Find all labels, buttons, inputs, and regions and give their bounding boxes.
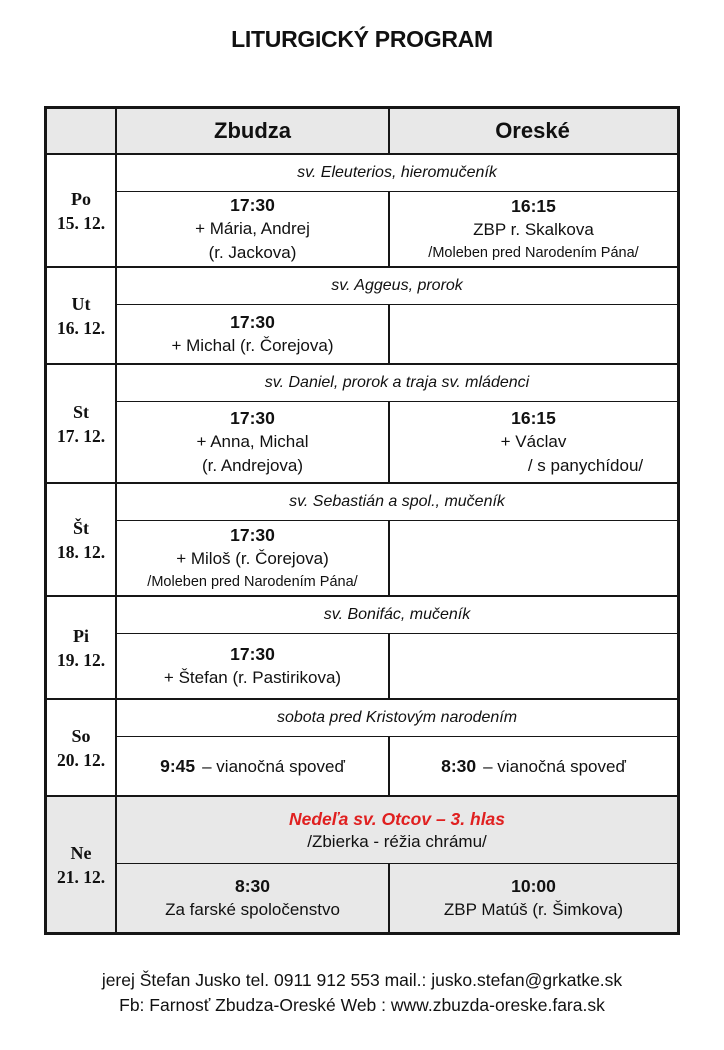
mass-intention: + Miloš (r. Čorejova) — [176, 549, 329, 568]
table-row-sunday — [47, 797, 677, 932]
mass-cell-zbudza — [117, 737, 390, 795]
mass-intention: + Mária, Andrej — [195, 219, 310, 238]
feast-text: sv. Aggeus, prorok — [331, 277, 463, 294]
column-header-oreske: Oreské — [495, 118, 570, 143]
mass-note: /Moleben pred Narodením Pána/ — [428, 245, 639, 261]
mass-time: 10:00 — [511, 876, 556, 896]
mass-intention: (r. Andrejova) — [201, 456, 304, 475]
table-row-friday — [47, 597, 677, 700]
header-day-spacer — [47, 109, 117, 153]
day-cell — [47, 155, 117, 266]
mass-cell-zbudza — [117, 305, 390, 363]
feast-text: sv. Sebastián a spol., mučeník — [289, 493, 505, 510]
mass-cell-zbudza — [117, 634, 390, 698]
day-date: 18. 12. — [56, 541, 106, 562]
day-date: 15. 12. — [56, 212, 106, 233]
feast-label — [117, 700, 677, 737]
mass-note: /Moleben pred Narodením Pána/ — [147, 574, 358, 590]
feast-label — [117, 597, 677, 634]
mass-intention: + Anna, Michal — [196, 432, 309, 451]
day-abbr: Ut — [71, 293, 91, 314]
mass-cell-oreske-empty — [390, 634, 677, 698]
mass-note: / s panychídou/ — [527, 456, 644, 475]
column-header-zbudza: Zbudza — [117, 109, 390, 153]
day-abbr: St — [72, 401, 89, 422]
mass-intention: (r. Jackova) — [208, 243, 297, 262]
day-cell — [47, 597, 117, 698]
page-title: LITURGICKÝ PROGRAM — [231, 26, 493, 52]
mass-cell-oreske — [390, 737, 677, 795]
mass-time: 17:30 — [230, 644, 275, 664]
feast-subtext: /Zbierka - réžia chrámu/ — [307, 832, 487, 851]
table-header-row — [47, 109, 677, 155]
day-cell — [47, 797, 117, 932]
feast-text: sv. Eleuterios, hieromučeník — [297, 164, 497, 181]
mass-intention: ZBP Matúš (r. Šimkova) — [443, 900, 624, 919]
feast-label — [117, 797, 677, 864]
mass-intention: – vianočná spoveď — [202, 757, 345, 776]
day-cell — [47, 268, 117, 363]
day-date: 19. 12. — [56, 649, 106, 670]
mass-intention: + Michal (r. Čorejova) — [171, 336, 334, 355]
day-date: 20. 12. — [56, 749, 106, 770]
feast-text: sv. Bonifác, mučeník — [323, 606, 471, 623]
feast-label — [117, 268, 677, 305]
feast-label — [117, 365, 677, 402]
mass-intention: + Václav — [500, 432, 567, 451]
feast-label — [117, 155, 677, 192]
mass-cell-zbudza — [117, 402, 390, 482]
mass-time: 17:30 — [230, 195, 275, 215]
feast-text: sv. Daniel, prorok a traja sv. mládenci — [264, 374, 530, 391]
table-row-wednesday — [47, 365, 677, 484]
mass-cell-oreske — [390, 192, 677, 266]
table-row-saturday — [47, 700, 677, 797]
mass-cell-oreske — [390, 402, 677, 482]
day-date: 16. 12. — [56, 317, 106, 338]
day-abbr: Št — [72, 517, 89, 538]
footer-contact — [0, 968, 724, 1018]
day-date: 21. 12. — [56, 866, 106, 887]
liturgical-program-page — [0, 26, 724, 1050]
day-date: 17. 12. — [56, 425, 106, 446]
mass-cell-zbudza — [117, 864, 390, 932]
footer-line-contact: jerej Štefan Jusko tel. 0911 912 553 mail.: jusko.stefan@grkatke.sk — [101, 970, 623, 990]
mass-cell-zbudza — [117, 521, 390, 595]
mass-time: 8:30 — [441, 756, 477, 776]
mass-time: 16:15 — [511, 408, 556, 428]
mass-cell-oreske — [390, 864, 677, 932]
day-abbr: Po — [71, 188, 91, 209]
mass-time: 16:15 — [511, 196, 556, 216]
footer-line-web: Fb: Farnosť Zbudza-Oreské Web : www.zbuzda-oreske.fara.sk — [119, 995, 605, 1015]
mass-time: 17:30 — [230, 525, 275, 545]
table-row-monday — [47, 155, 677, 268]
day-cell — [47, 700, 117, 795]
feast-label — [117, 484, 677, 521]
mass-cell-zbudza — [117, 192, 390, 266]
mass-cell-oreske-empty — [390, 521, 677, 595]
mass-intention: ZBP r. Skalkova — [473, 220, 594, 239]
feast-text-red: Nedeľa sv. Otcov – 3. hlas — [288, 809, 506, 829]
day-cell — [47, 365, 117, 482]
mass-intention: Za farské spoločenstvo — [165, 900, 340, 919]
table-row-thursday — [47, 484, 677, 597]
mass-time: 17:30 — [230, 408, 275, 428]
feast-text: sobota pred Kristovým narodením — [276, 709, 518, 726]
mass-cell-oreske-empty — [390, 305, 677, 363]
day-abbr: So — [71, 725, 91, 746]
day-abbr: Pi — [73, 625, 89, 646]
table-row-tuesday — [47, 268, 677, 365]
day-cell — [47, 484, 117, 595]
day-abbr: Ne — [70, 842, 92, 863]
mass-time: 8:30 — [234, 876, 271, 896]
schedule-table — [44, 106, 680, 935]
mass-intention: + Štefan (r. Pastirikova) — [163, 668, 342, 687]
mass-time: 9:45 — [160, 756, 196, 776]
mass-intention: – vianočná spoveď — [483, 757, 626, 776]
mass-time: 17:30 — [230, 312, 275, 332]
